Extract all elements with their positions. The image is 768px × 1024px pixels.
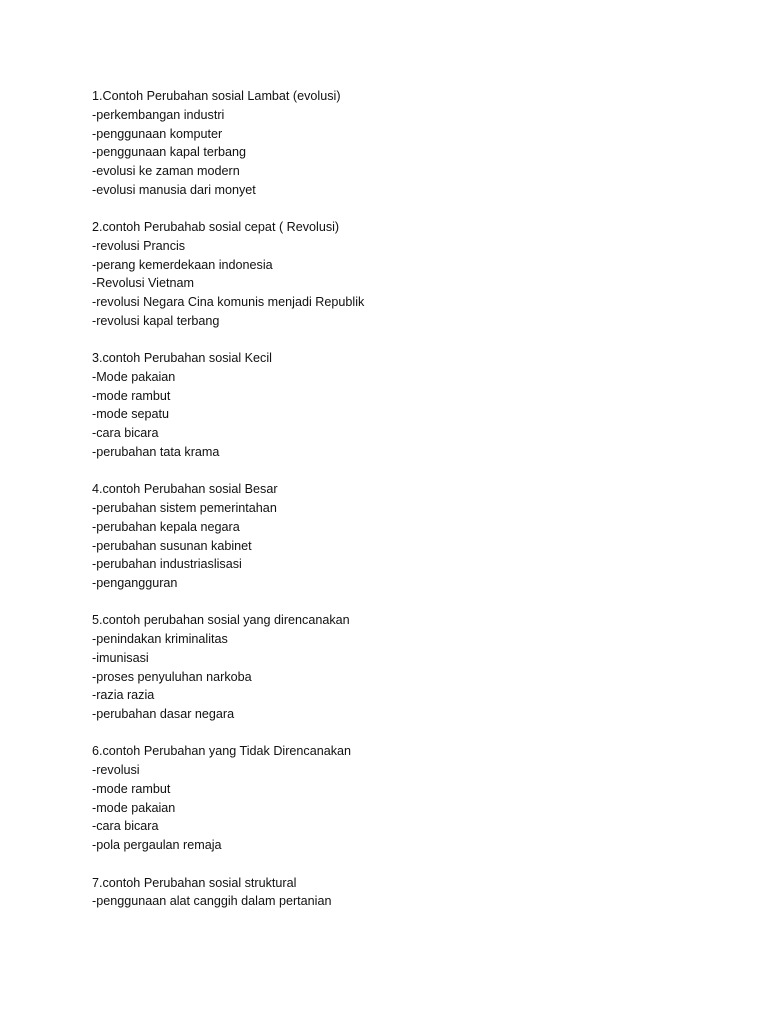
list-item: -pola pergaulan remaja xyxy=(92,838,222,853)
list-item: -penggunaan alat canggih dalam pertanian xyxy=(92,894,332,909)
section-7 xyxy=(92,874,732,912)
section-heading: 7.contoh Perubahan sosial struktural xyxy=(92,875,297,890)
list-item: -perubahan sistem pemerintahan xyxy=(92,501,277,516)
list-item: -perubahan kepala negara xyxy=(92,519,240,534)
section-heading: 3.contoh Perubahan sosial Kecil xyxy=(92,351,272,366)
list-item: -cara bicara xyxy=(92,819,159,834)
list-item: -perubahan dasar negara xyxy=(92,707,235,722)
section-3 xyxy=(92,349,732,462)
list-item: -imunisasi xyxy=(92,650,149,665)
list-item: -evolusi ke zaman modern xyxy=(92,164,240,178)
list-item: -mode rambut xyxy=(92,388,171,403)
list-item: -perubahan industriaslisasi xyxy=(92,557,242,572)
list-item: -mode rambut xyxy=(92,781,171,796)
section-heading: 5.contoh perubahan sosial yang direncanakan xyxy=(92,613,350,628)
section-1 xyxy=(92,87,732,200)
section-6 xyxy=(92,742,732,855)
section-4 xyxy=(92,480,732,593)
list-item: -Revolusi Vietnam xyxy=(92,276,194,291)
list-item: -perubahan susunan kabinet xyxy=(92,538,252,553)
list-item: -penggunaan kapal terbang xyxy=(92,145,247,160)
list-item: -proses penyuluhan narkoba xyxy=(92,669,252,684)
list-item: -evolusi manusia dari monyet xyxy=(92,182,256,197)
list-item: -cara bicara xyxy=(92,426,159,441)
section-heading: 2.contoh Perubahab sosial cepat ( Revolusi) xyxy=(92,220,340,235)
list-item: -perubahan tata krama xyxy=(92,444,220,459)
list-item: -pengangguran xyxy=(92,576,178,591)
list-item: -mode pakaian xyxy=(92,800,176,815)
section-5 xyxy=(92,611,732,724)
list-item: -razia razia xyxy=(92,688,155,703)
section-heading: 4.contoh Perubahan sosial Besar xyxy=(92,482,278,497)
list-item: -Mode pakaian xyxy=(92,369,176,384)
list-item: -penggunaan komputer xyxy=(92,126,223,141)
section-heading: 1.Contoh Perubahan sosial Lambat (evolusi) xyxy=(92,89,341,103)
list-item: -perang kemerdekaan indonesia xyxy=(92,257,273,272)
list-item: -perkembangan industri xyxy=(92,107,225,122)
section-heading: 6.contoh Perubahan yang Tidak Direncanakan xyxy=(92,744,352,759)
list-item: -revolusi Prancis xyxy=(92,238,186,253)
list-item: -mode sepatu xyxy=(92,407,170,422)
list-item: -penindakan kriminalitas xyxy=(92,632,228,647)
list-item: -revolusi kapal terbang xyxy=(92,313,220,328)
document-page xyxy=(92,87,732,930)
list-item: -revolusi Negara Cina komunis menjadi Republik xyxy=(92,295,365,310)
section-2 xyxy=(92,218,732,331)
list-item: -revolusi xyxy=(92,763,140,778)
